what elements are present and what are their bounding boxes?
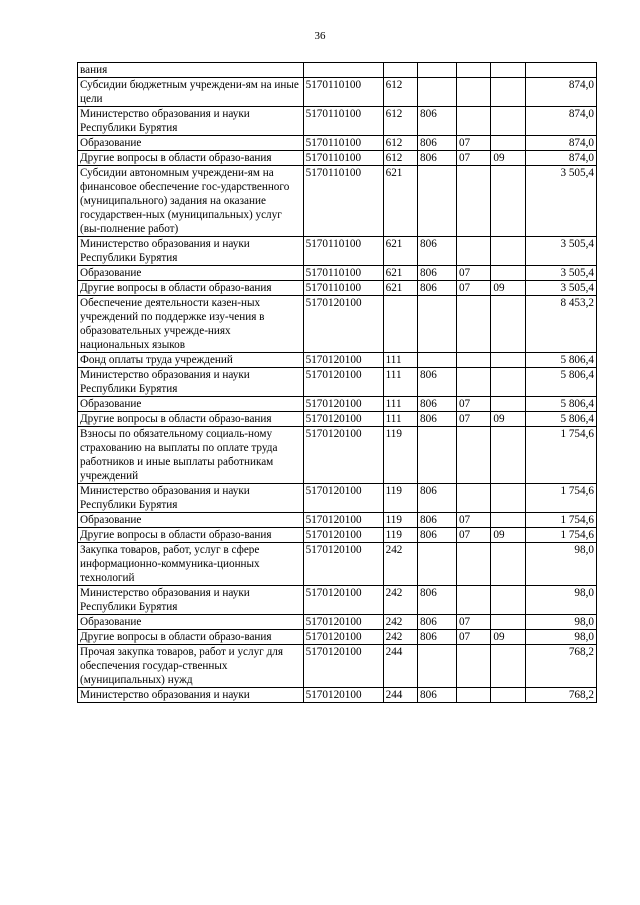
expense-type-code: 242 [383, 630, 417, 645]
amount-cell: 3 505,4 [525, 166, 596, 237]
section-code: 07 [456, 397, 490, 412]
target-article-code: 5170120100 [303, 543, 383, 586]
table-row [78, 368, 597, 397]
subsection-code [491, 296, 525, 353]
subsection-code [491, 586, 525, 615]
amount-cell: 874,0 [525, 151, 596, 166]
table-row [78, 136, 597, 151]
section-code [456, 645, 490, 688]
subsection-code: 09 [491, 151, 525, 166]
row-name-cell: Министерство образования и науки Республики Бурятия [78, 237, 304, 266]
expense-type-code: 111 [383, 353, 417, 368]
subsection-code [491, 136, 525, 151]
section-code [456, 484, 490, 513]
amount-cell: 98,0 [525, 586, 596, 615]
row-name-cell: Закупка товаров, работ, услуг в сфере информационно-коммуника-ционных технологий [78, 543, 304, 586]
amount-cell: 5 806,4 [525, 353, 596, 368]
subsection-code [491, 484, 525, 513]
expense-type-code: 111 [383, 412, 417, 427]
subsection-code [491, 107, 525, 136]
table-row [78, 645, 597, 688]
target-article-code: 5170110100 [303, 237, 383, 266]
ministry-code: 806 [418, 151, 457, 166]
ministry-code: 806 [418, 412, 457, 427]
subsection-code [491, 615, 525, 630]
expense-type-code: 621 [383, 166, 417, 237]
expense-type-code: 621 [383, 281, 417, 296]
subsection-code [491, 645, 525, 688]
row-name-cell: Субсидии автономным учреждени-ям на финансовое обеспечение гос-ударственного (муниципального) задания на оказание государствен-ных (муниципальных) услуг (вы-полнение работ) [78, 166, 304, 237]
subsection-code [491, 543, 525, 586]
ministry-code [418, 543, 457, 586]
amount-cell: 3 505,4 [525, 237, 596, 266]
subsection-code [491, 368, 525, 397]
table-row [78, 615, 597, 630]
expense-type-code: 242 [383, 615, 417, 630]
table-row [78, 513, 597, 528]
amount-cell: 874,0 [525, 78, 596, 107]
table-row [78, 107, 597, 136]
budget-table-body [78, 63, 597, 703]
amount-cell: 5 806,4 [525, 397, 596, 412]
ministry-code: 806 [418, 688, 457, 703]
expense-type-code: 612 [383, 78, 417, 107]
table-row [78, 281, 597, 296]
expense-type-code: 119 [383, 484, 417, 513]
subsection-code: 09 [491, 630, 525, 645]
target-article-code: 5170120100 [303, 397, 383, 412]
ministry-code: 806 [418, 615, 457, 630]
amount-cell: 1 754,6 [525, 528, 596, 543]
table-row [78, 296, 597, 353]
section-code [456, 543, 490, 586]
page-number: 36 [314, 30, 326, 42]
subsection-code [491, 688, 525, 703]
row-name-cell: Образование [78, 615, 304, 630]
expense-type-code: 119 [383, 528, 417, 543]
row-name-cell: Другие вопросы в области образо-вания [78, 412, 304, 427]
expense-type-code: 111 [383, 397, 417, 412]
section-code [456, 427, 490, 484]
expense-type-code: 612 [383, 151, 417, 166]
amount-cell: 5 806,4 [525, 412, 596, 427]
table-row [78, 427, 597, 484]
table-row [78, 543, 597, 586]
ministry-code [418, 63, 457, 78]
target-article-code: 5170120100 [303, 586, 383, 615]
target-article-code: 5170120100 [303, 368, 383, 397]
row-name-cell: Другие вопросы в области образо-вания [78, 528, 304, 543]
table-row [78, 688, 597, 703]
ministry-code [418, 353, 457, 368]
budget-table [77, 62, 597, 703]
row-name-cell: Министерство образования и науки Республики Бурятия [78, 107, 304, 136]
subsection-code [491, 237, 525, 266]
target-article-code: 5170120100 [303, 296, 383, 353]
row-name-cell: Министерство образования и науки Республики Бурятия [78, 368, 304, 397]
subsection-code [491, 513, 525, 528]
amount-cell: 5 806,4 [525, 368, 596, 397]
amount-cell: 3 505,4 [525, 281, 596, 296]
expense-type-code: 612 [383, 107, 417, 136]
row-name-cell: Другие вопросы в области образо-вания [78, 630, 304, 645]
ministry-code: 806 [418, 136, 457, 151]
expense-type-code: 621 [383, 237, 417, 266]
subsection-code [491, 353, 525, 368]
target-article-code: 5170110100 [303, 107, 383, 136]
table-row [78, 78, 597, 107]
section-code [456, 237, 490, 266]
target-article-code: 5170120100 [303, 688, 383, 703]
subsection-code: 09 [491, 281, 525, 296]
ministry-code: 806 [418, 513, 457, 528]
amount-cell: 98,0 [525, 543, 596, 586]
section-code [456, 353, 490, 368]
expense-type-code: 621 [383, 266, 417, 281]
table-row [78, 151, 597, 166]
section-code [456, 166, 490, 237]
target-article-code: 5170120100 [303, 630, 383, 645]
row-name-cell: Прочая закупка товаров, работ и услуг для обеспечения государ-ственных (муниципальных) нужд [78, 645, 304, 688]
amount-cell: 1 754,6 [525, 513, 596, 528]
target-article-code: 5170120100 [303, 353, 383, 368]
row-name-cell: Образование [78, 513, 304, 528]
target-article-code: 5170110100 [303, 136, 383, 151]
ministry-code: 806 [418, 281, 457, 296]
table-row [78, 237, 597, 266]
row-name-cell: Субсидии бюджетным учреждени-ям на иные цели [78, 78, 304, 107]
ministry-code [418, 645, 457, 688]
expense-type-code: 111 [383, 368, 417, 397]
section-code: 07 [456, 528, 490, 543]
ministry-code: 806 [418, 266, 457, 281]
target-article-code: 5170110100 [303, 266, 383, 281]
section-code [456, 63, 490, 78]
ministry-code: 806 [418, 630, 457, 645]
row-name-cell: Образование [78, 397, 304, 412]
amount-cell: 1 754,6 [525, 427, 596, 484]
section-code [456, 296, 490, 353]
expense-type-code: 119 [383, 513, 417, 528]
expense-type-code: 119 [383, 427, 417, 484]
table-row [78, 397, 597, 412]
ministry-code: 806 [418, 528, 457, 543]
section-code: 07 [456, 630, 490, 645]
ministry-code [418, 166, 457, 237]
expense-type-code: 242 [383, 586, 417, 615]
amount-cell: 98,0 [525, 615, 596, 630]
table-row [78, 63, 597, 78]
ministry-code: 806 [418, 397, 457, 412]
table-row [78, 412, 597, 427]
amount-cell: 768,2 [525, 688, 596, 703]
target-article-code: 5170110100 [303, 78, 383, 107]
section-code: 07 [456, 151, 490, 166]
amount-cell: 3 505,4 [525, 266, 596, 281]
target-article-code: 5170120100 [303, 513, 383, 528]
amount-cell: 768,2 [525, 645, 596, 688]
row-name-cell: Образование [78, 136, 304, 151]
amount-cell: 1 754,6 [525, 484, 596, 513]
subsection-code [491, 266, 525, 281]
row-name-cell: Другие вопросы в области образо-вания [78, 281, 304, 296]
ministry-code: 806 [418, 237, 457, 266]
table-row [78, 166, 597, 237]
target-article-code [303, 63, 383, 78]
section-code [456, 586, 490, 615]
expense-type-code: 242 [383, 543, 417, 586]
target-article-code: 5170120100 [303, 427, 383, 484]
row-name-cell: Фонд оплаты труда учреждений [78, 353, 304, 368]
table-row [78, 528, 597, 543]
subsection-code: 09 [491, 528, 525, 543]
row-name-cell: Образование [78, 266, 304, 281]
table-row [78, 353, 597, 368]
ministry-code [418, 78, 457, 107]
expense-type-code: 244 [383, 645, 417, 688]
section-code: 07 [456, 136, 490, 151]
row-name-cell: Министерство образования и науки Республики Бурятия [78, 484, 304, 513]
ministry-code: 806 [418, 368, 457, 397]
subsection-code [491, 397, 525, 412]
table-row [78, 586, 597, 615]
section-code: 07 [456, 513, 490, 528]
subsection-code [491, 166, 525, 237]
section-code: 07 [456, 615, 490, 630]
section-code [456, 368, 490, 397]
amount-cell: 874,0 [525, 136, 596, 151]
target-article-code: 5170120100 [303, 528, 383, 543]
section-code [456, 688, 490, 703]
section-code [456, 78, 490, 107]
amount-cell: 874,0 [525, 107, 596, 136]
ministry-code: 806 [418, 107, 457, 136]
section-code: 07 [456, 281, 490, 296]
target-article-code: 5170110100 [303, 151, 383, 166]
expense-type-code [383, 63, 417, 78]
amount-cell: 8 453,2 [525, 296, 596, 353]
section-code [456, 107, 490, 136]
ministry-code: 806 [418, 586, 457, 615]
table-row [78, 484, 597, 513]
subsection-code [491, 63, 525, 78]
ministry-code [418, 427, 457, 484]
section-code: 07 [456, 266, 490, 281]
expense-type-code [383, 296, 417, 353]
target-article-code: 5170120100 [303, 412, 383, 427]
amount-cell [525, 63, 596, 78]
amount-cell: 98,0 [525, 630, 596, 645]
table-row [78, 630, 597, 645]
row-name-cell: Взносы по обязательному социаль-ному страхованию на выплаты по оплате труда работников и иные выплаты работникам учреждений [78, 427, 304, 484]
subsection-code: 09 [491, 412, 525, 427]
subsection-code [491, 427, 525, 484]
row-name-cell: Министерство образования и науки [78, 688, 304, 703]
target-article-code: 5170120100 [303, 615, 383, 630]
row-name-cell: Министерство образования и науки Республики Бурятия [78, 586, 304, 615]
row-name-cell: Другие вопросы в области образо-вания [78, 151, 304, 166]
subsection-code [491, 78, 525, 107]
table-row [78, 266, 597, 281]
row-name-cell: вания [78, 63, 304, 78]
ministry-code [418, 296, 457, 353]
target-article-code: 5170120100 [303, 484, 383, 513]
target-article-code: 5170120100 [303, 645, 383, 688]
expense-type-code: 244 [383, 688, 417, 703]
row-name-cell: Обеспечение деятельности казен-ных учреждений по поддержке изу-чения в образовательных учрежде-ниях национальных языков [78, 296, 304, 353]
target-article-code: 5170110100 [303, 281, 383, 296]
section-code: 07 [456, 412, 490, 427]
target-article-code: 5170110100 [303, 166, 383, 237]
ministry-code: 806 [418, 484, 457, 513]
expense-type-code: 612 [383, 136, 417, 151]
